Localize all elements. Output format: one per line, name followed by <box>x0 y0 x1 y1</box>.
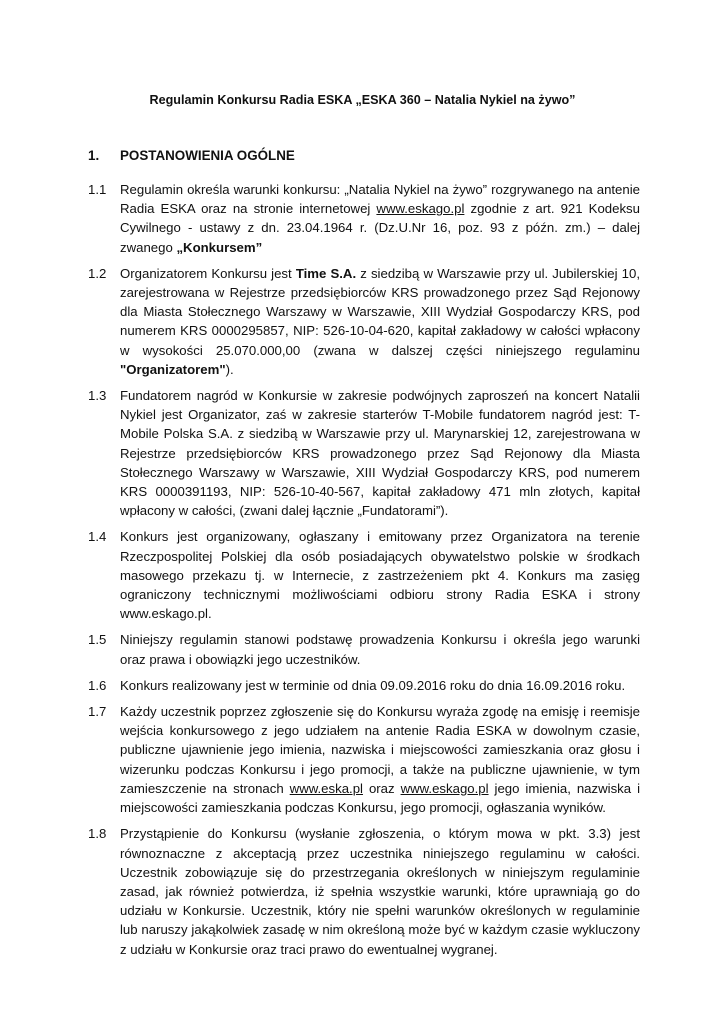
clause-text-part: Każdy uczestnik poprzez zgłoszenie się do Konkursu wyraża zgodę na emisję i reemisje wejścia konkursowego z jego udziałem na antenie Radia ESKA w dowolnym czasie, publiczne ujawnienie jego imienia, nazwiska i miejscowości zamieszkania oraz głosu i wizerunku podczas Konkursu i jego promocji, a także na publiczne ujawnienie, w tym zamieszczenie na stronach <box>120 704 640 796</box>
clause-number: 1.4 <box>88 529 107 545</box>
clause-text-part: oraz <box>362 780 401 796</box>
section-number: 1. <box>88 148 100 163</box>
clause-text-part: jego imienia, nazwiska i miejscowości zamieszkania podczas Konkursu, jego promocji, ogłaszania wyników. <box>120 780 640 816</box>
clause-text-part: ). <box>225 361 234 377</box>
clause-text <box>88 386 640 520</box>
clause-text-part: Fundatorem nagród w Konkursie w zakresie podwójnych zaproszeń na koncert Natalii Nykiel jest Organizator, zaś w zakresie starterów T-Mobile fundatorem nagród jest: T-Mobile Polska S.A. z siedzibą w Warszawie przy ul. Marynarskiej 12, zarejestrowana w Rejestrze przedsiębiorców KRS prowadzonego przez Sąd Rejonowy dla Miasta Stołecznego Warszawy w Warszawie, XIII Wydział Gospodarczy KRS, pod numerem KRS 0000391193, NIP: 526-10-40-567, kapitał zakładowy 471 mln złotych, kapitał wpłacony w całości, (zwani dalej łącznie „Fundatorami”). <box>120 388 640 519</box>
clause-1-4 <box>88 527 640 623</box>
clause-number: 1.1 <box>88 182 107 197</box>
document-title: Regulamin Konkursu Radia ESKA „ESKA 360 – Natalia Nykiel na żywo” <box>149 93 576 107</box>
clause-list <box>88 180 640 966</box>
clause-1-8 <box>88 824 640 958</box>
clause-1-5 <box>88 630 640 668</box>
clause-text: Konkurs jest organizowany, ogłaszany i emitowany przez Organizatora na terenie Rzeczpospolitej Polskiej dla osób posiadających obywatelstwo polskie w środkach masowego przekazu tj. w Internecie, z zastrzeżeniem pkt 4. Konkurs ma zasięg ograniczony technicznymi możliwościami odbioru strony Radia ESKA i strony www.eskago.pl. <box>120 529 640 622</box>
eska-link[interactable]: www.eska.pl <box>289 780 363 796</box>
clause-text: Przystąpienie do Konkursu (wysłanie zgłoszenia, o którym mowa w pkt. 3.3) jest równoznaczne z akceptacją przez uczestnika niniejszego regulaminu w całości. Uczestnik zobowiązuje się do przestrzegania określonych w niniejszym regulaminie zasad, jak również potwierdza, iż spełnia wszystkie warunki, które uprawniają go do udziału w Konkursie. Uczestnik, który nie spełni warunków określonych w regulaminie lub naruszy jakąkolwiek zasadę w nim określoną może być w każdym czasie wykluczony z udziału w Konkursie oraz traci prawo do ewentualnej wygranej. <box>120 826 640 957</box>
clause-text: Konkurs realizowany jest w terminie od dnia 09.09.2016 roku do dnia 16.09.2016 roku. <box>120 677 626 693</box>
defined-term: „Konkursem” <box>176 239 263 255</box>
clause-1-7 <box>88 702 640 817</box>
clause-text-part: z siedzibą w Warszawie przy ul. Jubilerskiej 10, zarejestrowana w Rejestrze przedsiębiorców KRS prowadzonego przez Sąd Rejonowy dla Miasta Stołecznego Warszawy w Warszawie, XIII Wydział Gospodarczy KRS, pod numerem KRS 0000295857, NIP: 526-10-04-620, kapitał zakładowy w całości wpłacony w wysokości 25.070.000,00 (zwana w dalszej części niniejszego regulaminu <box>120 265 640 358</box>
clause-text <box>120 180 640 257</box>
clause-1-2 <box>88 264 640 379</box>
clause-text <box>120 264 640 379</box>
clause-number: 1.3 <box>88 388 107 404</box>
clause-1-6 <box>88 676 640 695</box>
section-heading <box>88 148 295 163</box>
organizer-name: Time S.A. <box>295 265 357 281</box>
clause-text-part: Organizatorem Konkursu jest <box>120 265 296 281</box>
clause-text <box>120 702 640 817</box>
clause-text-part: Regulamin określa warunki konkursu: „Natalia Nykiel na żywo” rozgrywanego na antenie Radia ESKA oraz na stronie internetowej <box>120 182 640 217</box>
clause-number: 1.7 <box>88 704 107 720</box>
clause-number: 1.5 <box>88 632 107 648</box>
clause-1-3 <box>88 386 640 520</box>
eskago-link[interactable]: www.eskago.pl <box>376 201 465 217</box>
clause-text: Niniejszy regulamin stanowi podstawę prowadzenia Konkursu i określa jego warunki oraz prawa i obowiązki jego uczestników. <box>120 632 640 667</box>
clause-number: 1.8 <box>88 826 107 842</box>
clause-1-1 <box>88 180 640 257</box>
clause-text-part: zgodnie z art. 921 Kodeksu Cywilnego - ustawy z dn. 23.04.1964 r. (Dz.U.Nr 16, poz. 93 z późn. zm.) – dalej zwanego <box>120 201 640 255</box>
defined-term: "Organizatorem" <box>120 361 226 377</box>
clause-number: 1.2 <box>88 265 107 281</box>
section-title: POSTANOWIENIA OGÓLNE <box>120 148 295 163</box>
clause-number: 1.6 <box>88 677 107 693</box>
eskago-link[interactable]: www.eskago.pl <box>400 780 489 796</box>
